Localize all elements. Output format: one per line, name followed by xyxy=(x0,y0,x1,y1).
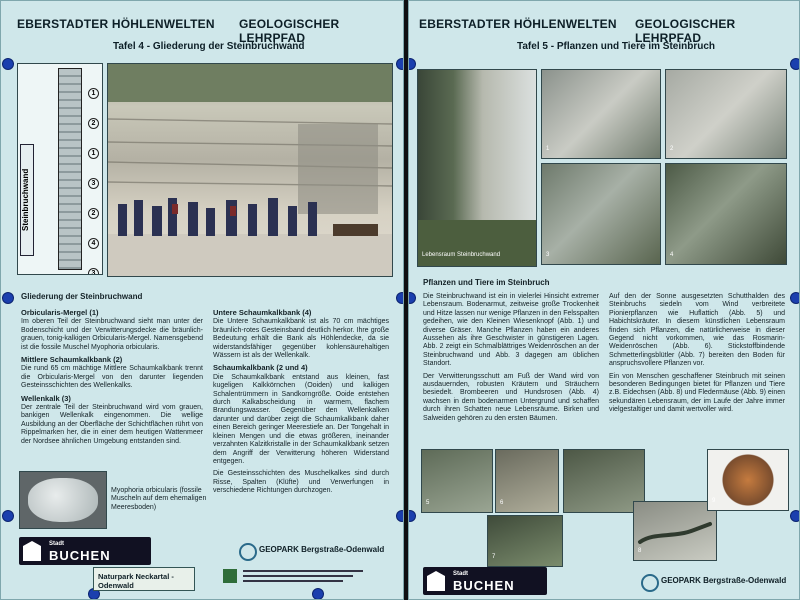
pin-icon xyxy=(397,511,404,521)
photo-number: 2 xyxy=(670,146,674,152)
block-text: Der zentrale Teil der Steinbruchwand wird vom grauen, bankigen Wellenkalk eingenommen. Die wellige Ausbildung an der Oberfläche der Schichtflächen rührt von Rippelmarken her, die in einer dem heutigen Wattenmeer der Nordsee ähnlichen Umgebung entstanden sind. xyxy=(21,404,203,445)
pin-icon xyxy=(397,293,404,303)
profile-number: 3 xyxy=(88,268,99,275)
city-prefix: Stadt xyxy=(453,571,468,577)
bat-photo xyxy=(707,449,789,511)
paragraph: Ein von Menschen geschaffener Steinbruch mit seinen besonderen Bedingungen bietet für Pflanzen und Tiere z.B. Eidechsen (Abb. 8) und Fledermäuse (Abb. 9) einen sekundären Lebensraum, der im Laufe der Jahre immer vielgestaltiger und damit wertvoller wird. xyxy=(609,372,785,414)
lizard-icon xyxy=(634,502,716,560)
lizard-photo xyxy=(633,501,717,561)
pin-icon xyxy=(408,511,415,521)
city-prefix: Stadt xyxy=(49,541,64,547)
block-title: Schaumkalkbank (2 und 4) xyxy=(213,363,308,373)
photo-number: 5 xyxy=(426,500,430,506)
plant-photo-2 xyxy=(665,69,787,159)
globe-icon xyxy=(641,574,659,592)
header-title: EBERSTADTER HÖHLENWELTEN xyxy=(419,17,617,31)
panel-subtitle: Tafel 4 - Gliederung der Steinbruchwand xyxy=(113,41,305,52)
plant-photo-7 xyxy=(487,515,563,567)
text-column-right xyxy=(213,305,389,498)
block-text: Im oberen Teil der Steinbruchwand sieht man unter der Bodenschicht und der Verwitterungsdecke die bräunlich-grauen, tonig-kalkigen Orbicularis-Mergel. Namensgebend ist die fossile Muschel Myophoria orbicularis. xyxy=(21,318,203,351)
geopark-name: GEOPARK Bergstraße-Odenwald xyxy=(661,576,787,585)
profile-number: 2 xyxy=(88,208,99,219)
pin-icon xyxy=(397,59,404,69)
paragraph: Die Steinbruchwand ist ein in vielerlei Hinsicht extremer Lebensraum. Bodenarmut, zeitweise große Trockenheit und Hitze lassen nur wenige Pflanzen in den Felsspalten gedeihen, wie den Kleinen Wiesenknopf (Abb. 1) und diverse Gräser. Manche Pflanzen haben ein anderes Aussehen als ihre Geschwister in günstigeren Lagen. Abb. 2 zeigt ein Schmalblättriges Weidenröschen an der Steinbruchwand und Abb. 3 dagegen am üblichen Standort. xyxy=(423,293,599,368)
pin-icon xyxy=(3,59,13,69)
city-name: BUCHEN xyxy=(453,578,515,593)
photo-number: 8 xyxy=(638,548,642,554)
pin-icon xyxy=(3,511,13,521)
plant-photo-5 xyxy=(421,449,493,513)
geopark-logo xyxy=(641,573,791,593)
city-crest-icon xyxy=(23,541,41,561)
header-title: EBERSTADTER HÖHLENWELTEN xyxy=(17,17,215,31)
plant-photo-6 xyxy=(495,449,559,513)
profile-number: 4 xyxy=(88,238,99,249)
fossil-photo xyxy=(19,471,107,529)
quarry-wall-photo xyxy=(107,63,393,277)
fossil-caption: Myophoria orbicularis (fossile Muscheln auf dem ehemaligen Meeresboden) xyxy=(111,487,207,511)
text-column-left xyxy=(21,305,203,448)
photo-number: 7 xyxy=(492,554,496,560)
naturpark-name: Naturpark Neckartal - Odenwald xyxy=(98,572,174,590)
text-column-right xyxy=(609,293,785,417)
block-text: Die Schaumkalkbank entstand aus kleinen, fast kugeligen Kalkkörnchen (Ooiden) und kalkigen Schalentrümmern in Sandkorngröße. Ooide entstehen durch Kalkabscheidung in warmem, flachem Brandungswasser. Gegenüber den Wellenkalken darunter und darüber zeigt die Schaumkalkbank daher einen Bereich geringer Meerestiefe an. Der Tongehalt in kleinen Mengen und die etwas größeren, ineinander verzahnten Kalzitkristalle in der Schaumkalkbank setzen dem Angriff der Verwitterung höheren Widerstand entgegen. xyxy=(213,373,389,465)
block-text: Die Gesteinsschichten des Muschelkalkes sind durch Risse, Spalten (Klüfte) und Verwerfungen in verschiedene Richtungen durchzogen. xyxy=(213,470,389,495)
header-subtitle: GEOLOGISCHER LEHRPFAD xyxy=(239,17,340,45)
naturpark-logo xyxy=(93,567,195,591)
text-column-left xyxy=(423,293,599,425)
pin-icon xyxy=(408,293,415,303)
photo-number: 3 xyxy=(546,252,550,258)
photo-number: 9 xyxy=(712,498,716,504)
stratigraphic-profile xyxy=(17,63,103,275)
globe-icon xyxy=(239,543,257,561)
block-title: Untere Schaumkalkbank (4) xyxy=(213,308,312,317)
quarry-wall-habitat-photo xyxy=(417,69,537,267)
city-name: BUCHEN xyxy=(49,548,111,563)
rock-column xyxy=(58,68,82,270)
panel-subtitle: Tafel 5 - Pflanzen und Tiere im Steinbruch xyxy=(517,41,715,52)
city-crest-icon xyxy=(427,571,445,591)
section-title: Pflanzen und Tiere im Steinbruch xyxy=(423,278,550,287)
plant-photo-4 xyxy=(665,163,787,265)
block-title: Orbicularis-Mergel (1) xyxy=(21,308,99,317)
quarry-scene xyxy=(108,64,392,276)
section-title: Gliederung der Steinbruchwand xyxy=(21,292,143,301)
buchen-logo xyxy=(423,567,547,595)
photo-number: 4 xyxy=(670,252,674,258)
block-title: Wellenkalk (3) xyxy=(21,393,71,403)
plant-photo-1 xyxy=(541,69,661,159)
block-title: Mittlere Schaumkalkbank (2) xyxy=(21,355,123,365)
block-text: Die Untere Schaumkalkbank ist als 70 cm mächtiges bräunlich-rotes Gesteinsband deutlich herkor. Ihre große Bedeutung erhält die Bank als Höhlendecke, da sie widerstandsfähiger gegenüber kohlensäurehaltigen Wässern ist als der Wellenkalk. xyxy=(213,318,389,360)
profile-number: 2 xyxy=(88,118,99,129)
pin-icon xyxy=(791,59,800,69)
paragraph: Auf den der Sonne ausgesetzten Schutthalden des Steinbruchs siedeln vom Wind verbreitete Pionierpflanzen wie Huflattich (Abb. 5) und Habichtskräuter. In diesem künstlichen Lebensraum finden sich Pflanzen, die natürlicherweise in dieser Gegend nicht vorkommen, wie das Rosmarin-Weidenröschen (Abb. 6). Stickstoffbindende Schmetterlingsblütler (Abb. 7) bereiten den Boden für anspruchsvollere Pflanzen vor. xyxy=(609,293,785,368)
profile-number: 3 xyxy=(88,178,99,189)
geopark-logo xyxy=(239,541,389,563)
photo-number: 1 xyxy=(546,146,550,152)
profile-label: Steinbruchwand xyxy=(20,144,34,256)
pin-icon xyxy=(408,59,415,69)
profile-number: 1 xyxy=(88,148,99,159)
pin-icon xyxy=(791,511,800,521)
geopark-name: GEOPARK Bergstraße-Odenwald xyxy=(259,545,385,554)
paragraph: Der Verwitterungsschutt am Fuß der Wand wird von ausdauernden, robusten Kräutern und Sträuchern besiedelt. Brombeeren und Hundsrosen (Abb. 4) wachsen in dem bodenarmen Untergrund und schaffen durch ihren Schatten neue Lebensräume. Birken und Salweiden gehören zu den ersten Bäumen. xyxy=(423,372,599,422)
header-subtitle: GEOLOGISCHER LEHRPFAD xyxy=(635,17,736,45)
profile-number: 1 xyxy=(88,88,99,99)
buchen-logo xyxy=(19,537,151,565)
block-text: Die rund 65 cm mächtige Mittlere Schaumkalkbank trennt die Orbicularis-Mergel von den darunter liegenden Gesteinsschichten des Wellenkalks. xyxy=(21,365,203,390)
landratsamt-logo xyxy=(223,567,373,589)
plant-photo-3 xyxy=(541,163,661,265)
photo-caption: Lebensraum Steinbruchwand xyxy=(422,252,501,258)
pin-icon xyxy=(313,589,323,599)
pin-icon xyxy=(3,293,13,303)
emblem-icon xyxy=(223,569,237,583)
photo-number: 6 xyxy=(500,500,504,506)
right-sign-panel xyxy=(408,0,800,600)
pin-icon xyxy=(791,293,800,303)
